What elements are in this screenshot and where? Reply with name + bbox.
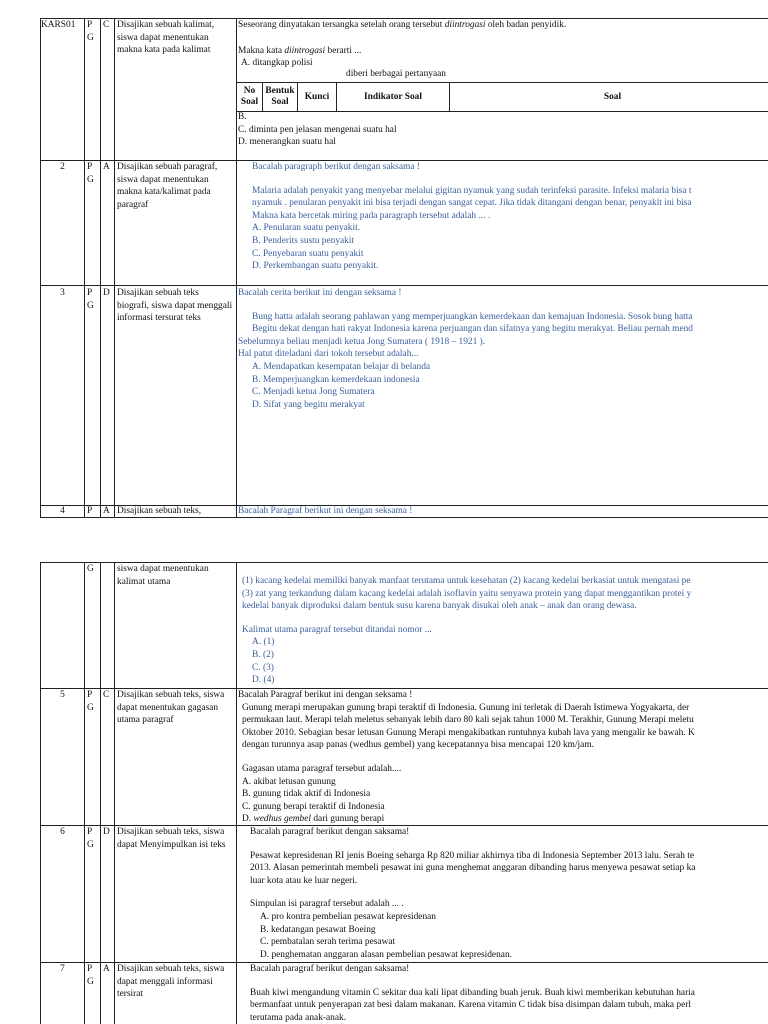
instruction: Bacalah Paragraf berikut ini dengan seksama ! <box>238 506 413 516</box>
instruction: Bacalah Paragraf berikut ini dengan seksama ! <box>238 690 413 700</box>
header-bentuk-soal: Bentuk Soal <box>263 83 298 112</box>
passage-line: Gunung merapi merupakan gunung brapi teraktif di Indonesia. Gunung ini terletak di Daerah Istimewa Yogyakarta, der <box>242 702 690 713</box>
passage-line: (1) kacang kedelai memiliki banyak manfaat terutama untuk kesehatan (2) kacang kedelai berkasiat untuk mengatasi pe <box>242 576 691 586</box>
option-d: D. Perkembangan suatu penyakit. <box>252 261 379 272</box>
question-type: P G <box>87 162 94 185</box>
passage-line: nyamuk . penularan penyakit ini bisa terjadi dengan sangat cepat. Jika tidak ditangani dengan benar, penyakit ini bisa <box>252 198 692 209</box>
answer-key: C <box>103 20 110 30</box>
question-number: 6 <box>60 827 65 837</box>
option-d: D. penghematan anggaran alasan pembelian pesawat kepresidenan. <box>260 949 512 960</box>
indicator-text: Disajikan sebuah kalimat, siswa dapat menentukan makna kata pada kalimat <box>117 20 215 56</box>
option-a: A. ditangkap polisi <box>241 58 313 69</box>
question-content <box>238 161 768 273</box>
question-type: P G <box>87 964 94 987</box>
passage-line: luar kota atau ke luar negeri. <box>250 875 358 886</box>
question-number: 7 <box>60 964 65 974</box>
passage-line: Sebelumnya beliau menjadi ketua Jong Sumatera ( 1918 – 1921 ). <box>238 336 486 347</box>
instruction: Bacalah paragraph berikut dengan saksama ! <box>252 162 420 172</box>
question-number: KARS01 <box>41 20 76 30</box>
question-prompt: Makna kata bercetak miring pada paragraph tersebut adalah ... . <box>252 210 491 221</box>
option-a: A. Mendapatkan kesempatan belajar di belanda <box>252 361 431 372</box>
question-type: P G <box>87 20 94 43</box>
question-number: 3 <box>60 288 65 298</box>
question-number: 5 <box>60 690 65 700</box>
answer-key: C <box>103 690 110 700</box>
question-content <box>238 19 768 70</box>
option-c: C. Penyebaran suatu penyakit <box>252 248 364 259</box>
passage-line: Begitu dekat dengan hati rakyat Indonesia karena perjuangan dan sifatnya yang begitu merakyat. Beliau pernah mend <box>252 324 693 335</box>
question-prompt: Kalimat utama paragraf tersebut ditandai nomor ... <box>242 624 432 635</box>
header-no-soal: No Soal <box>237 83 263 112</box>
passage-line: Pesawat kepresidenan RI jenis Boeing seharga Rp 820 miliar akhirnya tiba di Indonesia September 2013 lalu. Serah te <box>250 850 694 861</box>
option-a: A. Penularan suatu penyakit. <box>252 223 361 234</box>
indicator-text: Disajikan sebuah teks, siswa dapat menentukan gagasan utama paragraf <box>117 690 225 726</box>
option-d: D. Sifat yang begitu merakyat <box>252 399 365 410</box>
option-c: C. pembatalan serah terima pesawat <box>260 937 396 948</box>
question-prompt: Makna kata diintrogasi berarti ... <box>238 45 362 56</box>
option-d: D. wedhus gembel dari gunung berapi <box>242 814 385 825</box>
option-a: A. akibat letusan gunung <box>242 776 336 787</box>
option-c: C. Menjadi ketua Jong Sumatera <box>252 387 375 398</box>
question-content <box>238 287 768 411</box>
option-fragment: diberi berbagai pertanyaan <box>346 69 446 79</box>
passage-line: bermanfaat untuk penyerapan zat besi dalam makanan. Karena vitamin C tidak bisa disimpan dalam tubuh, maka perl <box>250 1000 691 1011</box>
instruction: Bacalah cerita berikut ini dengan seksama ! <box>238 288 402 298</box>
option-b: B. <box>238 112 247 122</box>
option-b: B. kedatangan pesawat Boeing <box>260 924 376 935</box>
indicator-text: Disajikan sebuah teks biografi, siswa dapat menggali informasi tersurat teks <box>117 288 233 324</box>
header-soal: Soal <box>450 83 768 112</box>
question-type: P G <box>87 288 94 311</box>
indicator-text: Disajikan sebuah teks, siswa dapat menggali informasi tersirat <box>117 964 225 1000</box>
question-number: 4 <box>60 506 65 516</box>
answer-key: D <box>103 827 110 837</box>
question-number: 2 <box>60 162 65 172</box>
answer-key: A <box>103 162 110 172</box>
question-type: G <box>87 564 94 574</box>
passage-line: Oktober 2010. Sebagian besar letusan Gunung Merapi mengakibatkan runtuhnya kubah lava yang mengalir ke bawah. K <box>242 727 695 738</box>
header-kunci: Kunci <box>298 83 337 112</box>
option-a: A. pro kontra pembelian pesawat kepresidenan <box>260 911 436 922</box>
passage-line: (3) zat yang terkandung dalam kacang kedelai adalah isoflavin yaitu senyawa protein yang dapat menggantikan protei y <box>242 588 692 599</box>
question-content <box>238 963 768 1024</box>
passage-line: Buah kiwi mengandung vitamin C sekitar dua kali lipat dibanding buah jeruk. Buah kiwi memberikan kebutuhan haria <box>250 987 695 998</box>
answer-key: A <box>103 506 110 516</box>
answer-key: A <box>103 964 110 974</box>
question-content <box>238 575 768 687</box>
answer-key: D <box>103 288 110 298</box>
option-b: B. Memperjuangkan kemerdekaan indonesia <box>252 374 420 385</box>
option-b: B. (2) <box>252 649 274 660</box>
question-stem: Seseorang dinyatakan tersangka setelah orang tersebut diintrogasi oleh badan penyidik. <box>238 20 567 30</box>
indicator-text: Disajikan sebuah paragraf, siswa dapat menentukan makna kata/kalimat pada paragraf <box>117 162 218 210</box>
question-type: P G <box>87 690 94 713</box>
header-indikator-soal: Indikator Soal <box>337 83 450 112</box>
question-prompt: Simpulan isi paragraf tersebut adalah ... . <box>250 899 404 910</box>
option-c: C. diminta pen jelasan mengenai suatu hal <box>238 124 397 135</box>
option-c: C. gunung berapi teraktif di Indonesia <box>242 801 385 812</box>
question-type: P <box>87 506 93 516</box>
option-b: B. Penderits sustu penyakit <box>252 235 355 246</box>
passage-line: dengan turunnya asap panas (wedhus gembel) yang kecepatannya bisa mencapai 120 km/jam. <box>242 740 594 751</box>
option-d: D. (4) <box>252 675 275 686</box>
indicator-text: Disajikan sebuah teks, siswa dapat Menyimpulkan isi teks <box>117 827 226 850</box>
indicator-text: siswa dapat menentukan kalimat utama <box>117 564 209 587</box>
remaining-options <box>238 111 768 149</box>
instruction: Bacalah paragraf berikut dengan saksama! <box>250 827 410 837</box>
passage-line: Bung hatta adalah seorang pahlawan yang memperjuangkan kemerdekaan dan kemajuan Indonesia. Sosok bung hatta <box>252 311 693 322</box>
passage-line: 2013. Alasan pemerintah membeli pesawat ini guna menghemat anggaran dibanding harus menyewa pesawat setiap ka <box>250 863 696 874</box>
question-content <box>238 826 768 961</box>
option-c: C. (3) <box>252 662 274 673</box>
indicator-text: Disajikan sebuah teks, <box>117 506 202 516</box>
passage-line: permukaan laut. Merapi telah meletus sebanyak lebih daro 80 kali sejak tahun 1000 M. Terakhir, Gunung Merapi meletu <box>242 715 694 726</box>
instruction: Bacalah paragraf berikut dengan saksama! <box>250 964 410 974</box>
option-a: A. (1) <box>252 637 275 648</box>
passage-line: Malaria adalah penyakit yang menyebar melalui gigitan nyamuk yang sudah terinfeksi parasite. Infeksi malaria bisa t <box>252 185 692 196</box>
option-b: B. gunung tidak aktif di Indonesia <box>242 789 371 800</box>
question-prompt: Gagasan utama paragraf tersebut adalah.... <box>242 763 402 774</box>
option-d: D. menerangkan suatu hal <box>238 137 336 148</box>
question-type: P G <box>87 827 94 850</box>
embedded-header-table <box>236 82 768 112</box>
question-prompt: Hal patut diteladani dari tokoh tersebut adalah... <box>238 349 419 360</box>
question-content <box>238 689 768 826</box>
passage-line: kedelai banyak diproduksi dalam bentuk susu karena banyak disukai oleh anak – anak dan orang dewasa. <box>242 601 637 612</box>
passage-line: terutama pada anak-anak. <box>250 1012 347 1023</box>
